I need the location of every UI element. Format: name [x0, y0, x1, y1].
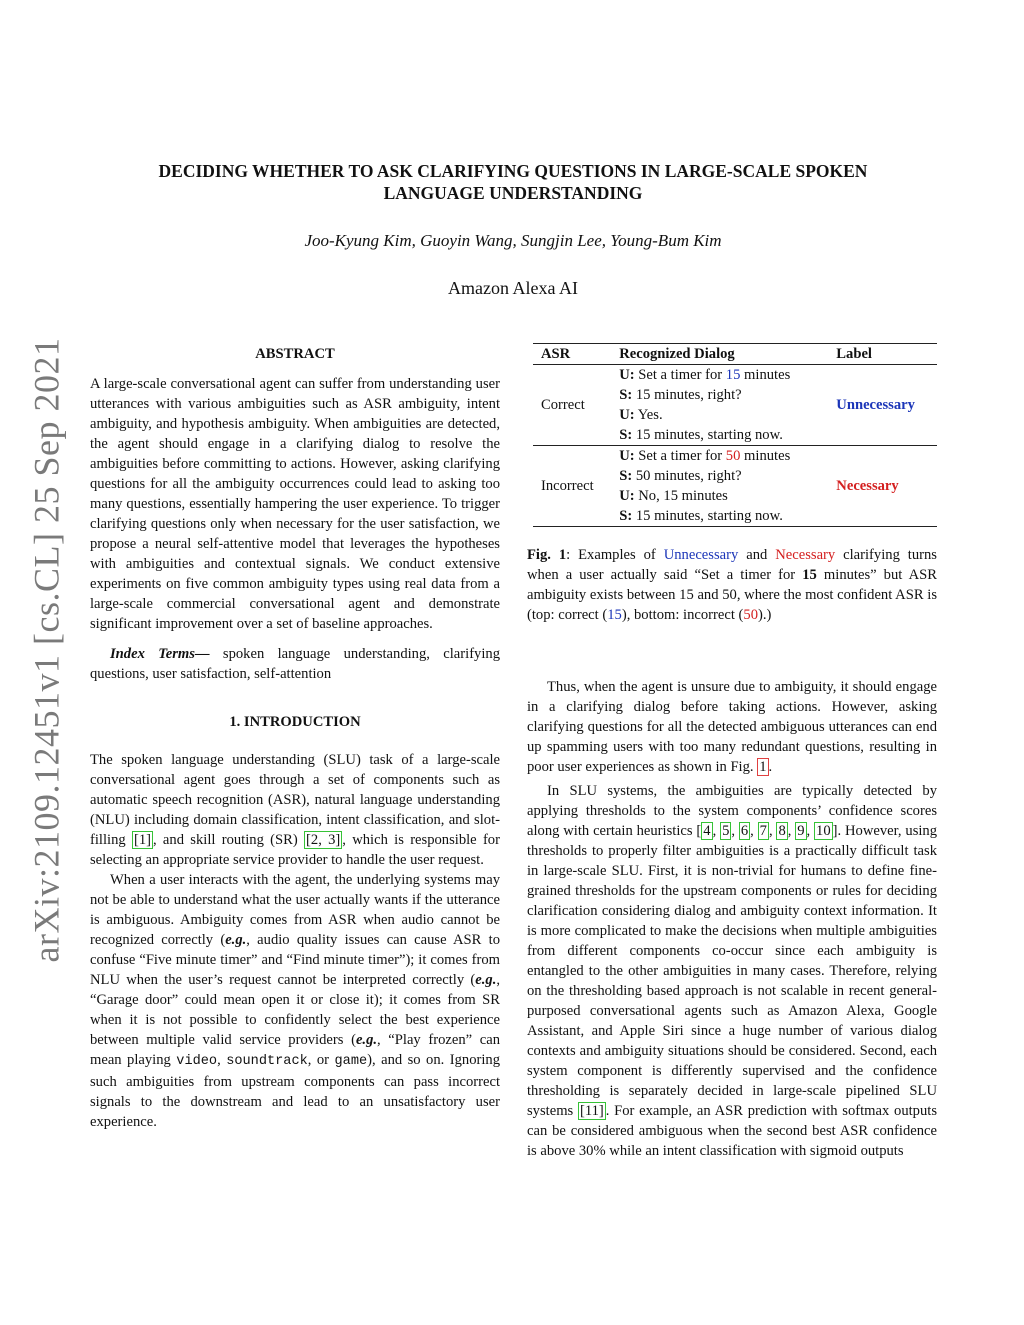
citation-link[interactable]: [11]: [579, 1103, 604, 1119]
table-header: ASR: [533, 344, 611, 365]
asr-cell: Correct: [533, 365, 611, 446]
asr-cell: Incorrect: [533, 446, 611, 527]
citation-link[interactable]: 7: [759, 823, 767, 839]
dialog-cell: U: Set a timer for 15 minutes S: 15 minutes, right? U: Yes. S: 15 minutes, starting now.: [611, 365, 828, 446]
title-line-2: LANGUAGE UNDERSTANDING: [383, 183, 643, 203]
title-line-1: DECIDING WHETHER TO ASK CLARIFYING QUESTIONS IN LARGE-SCALE SPOKEN: [158, 161, 868, 181]
label-cell: Necessary: [828, 446, 937, 527]
figure-link[interactable]: 1: [759, 759, 767, 775]
abstract-heading: ABSTRACT: [255, 346, 335, 362]
label-cell: Unnecessary: [828, 365, 937, 446]
authors: Joo-Kyung Kim, Guoyin Wang, Sungjin Lee, Young-Bum Kim: [304, 231, 722, 250]
citation-link[interactable]: 5: [722, 823, 730, 839]
index-terms-label: Index Terms—: [110, 646, 210, 662]
figure-caption: Fig. 1: Examples of Unnecessary and Necessary clarifying turns when a user actually said “Set a timer for 15 minutes” but ASR ambiguity exists between 15 and 50, where the most confident ASR is (top: correct (15), bottom: incorrect (50).): [527, 547, 937, 623]
intro-paragraph-2: When a user interacts with the agent, the underlying systems may not be able to understand what the user actually wants if the utterance is ambiguous. Ambiguity comes from ASR when audio cannot be recognized correctly (e.g., audio quality issues can cause ASR to confuse “Five minute timer” and “Find minute timer”); it comes from NLU when the user’s request cannot be interpreted correctly (e.g., “Garage door” could mean open it or close it); it comes from SR when it is not possible to confidently select the best experience between multiple valid service providers (e.g., “Play frozen” can mean playing video, soundtrack, or game), and so on. Ignoring such ambiguities from upstream components can pass incorrect signals to the downstream and lead to an unsatisfactory user experience.: [90, 872, 501, 1130]
affiliation: Amazon Alexa AI: [448, 278, 578, 298]
table-header: Label: [828, 344, 937, 365]
body-paragraph-2: In SLU systems, the ambiguities are typically detected by applying thresholds to the system components’ confidence scores along with certain heuristics [ 4 , 5 , 6 , 7 , 8 , 9 , 10 ]. However, using thresholds to properly filter ambiguities is a practically difficult task in large-scale SLU. First, it is non-trivial for humans to define fine-grained thresholds for the upstream components or rules for deciding clarification considering dialog and ambiguity context information. It is more complicated to make the decisions when multiple ambiguities from different components co-occur since each ambiguity is entangled to the other ambiguities in many cases. Therefore, relying on the thresholding based approach is not scalable in recent general-purposed conversational agents such as Amazon Alexa, Google Assistant, and Apple Siri since a huge number of various dialog contexts and ambiguity situations should be considered. Second, each system component is differently supervised and the confidence thresholding is separately decided in large-scale pipelined SLU systems [11] . For example, an ASR prediction with softmax outputs can be considered ambiguous when the second best ASR confidence is above 30% while an intent classification with sigmoid outputs: [527, 783, 938, 1159]
right-column: [527, 343, 937, 1161]
body-paragraph-1: Thus, when the agent is unsure due to ambiguity, it should engage in a clarifying dialog before taking actions. However, asking clarifying questions for all the detected ambiguous utterances can end up spamming users with too many redundant questions, resulting in poor user experiences as shown in Fig. 1 .: [527, 679, 937, 775]
dialog-cell: U: Set a timer for 50 minutes S: 50 minutes, right? U: No, 15 minutes S: 15 minutes, starting now.: [611, 446, 828, 527]
table-row: [533, 446, 937, 527]
index-terms: Index Terms— spoken language understanding, clarifying questions, user satisfaction, self-attention: [90, 646, 500, 682]
abstract-text: A large-scale conversational agent can suffer from understanding user utterances with various ambiguities such as ASR ambiguity, intent ambiguity, and hypothesis ambiguity. When ambiguities are detected, the agent should engage in a clarifying dialog to resolve the ambiguities before committing to actions. However, asking clarifying questions for all the ambiguity occurrences could lead to asking too many questions, essentially hampering the user experience. To trigger clarifying questions only when necessary for the user satisfaction, we propose a neural self-attentive model that leverages the hypotheses with ambiguities and contextual signals. We conduct extensive experiments on five common ambiguity types using real data from a large-scale commercial conversational agent and demonstrate significant improvement over a set of baseline approaches.: [90, 376, 500, 632]
citation-link[interactable]: [1]: [133, 832, 151, 848]
table-header: Recognized Dialog: [611, 344, 828, 365]
citation-link[interactable]: 6: [740, 823, 749, 839]
intro-paragraph-1: The spoken language understanding (SLU) task of a large-scale conversational agent goes through a set of components such as automatic speech recognition (ASR), natural language understanding (NLU) including domain classification, intent classification, and slot-filling [1] , and skill routing (SR) [2, 3] , which is responsible for selecting an appropriate service provider to handle the user request.: [90, 752, 500, 868]
citation-link[interactable]: 8: [778, 823, 786, 839]
intro-heading: 1. INTRODUCTION: [229, 714, 361, 730]
example-table: [533, 343, 937, 527]
paper-title: [90, 160, 936, 204]
citation-link[interactable]: 9: [797, 823, 805, 839]
citation-link[interactable]: 10: [816, 823, 831, 839]
left-column: [90, 344, 500, 1132]
citation-link[interactable]: 4: [703, 823, 711, 839]
table-row: [533, 365, 937, 446]
table-header-row: [533, 344, 937, 365]
arxiv-identifier: arXiv:2109.12451v1 [cs.CL] 25 Sep 2021: [26, 337, 66, 963]
citation-link[interactable]: [2, 3]: [306, 832, 341, 848]
